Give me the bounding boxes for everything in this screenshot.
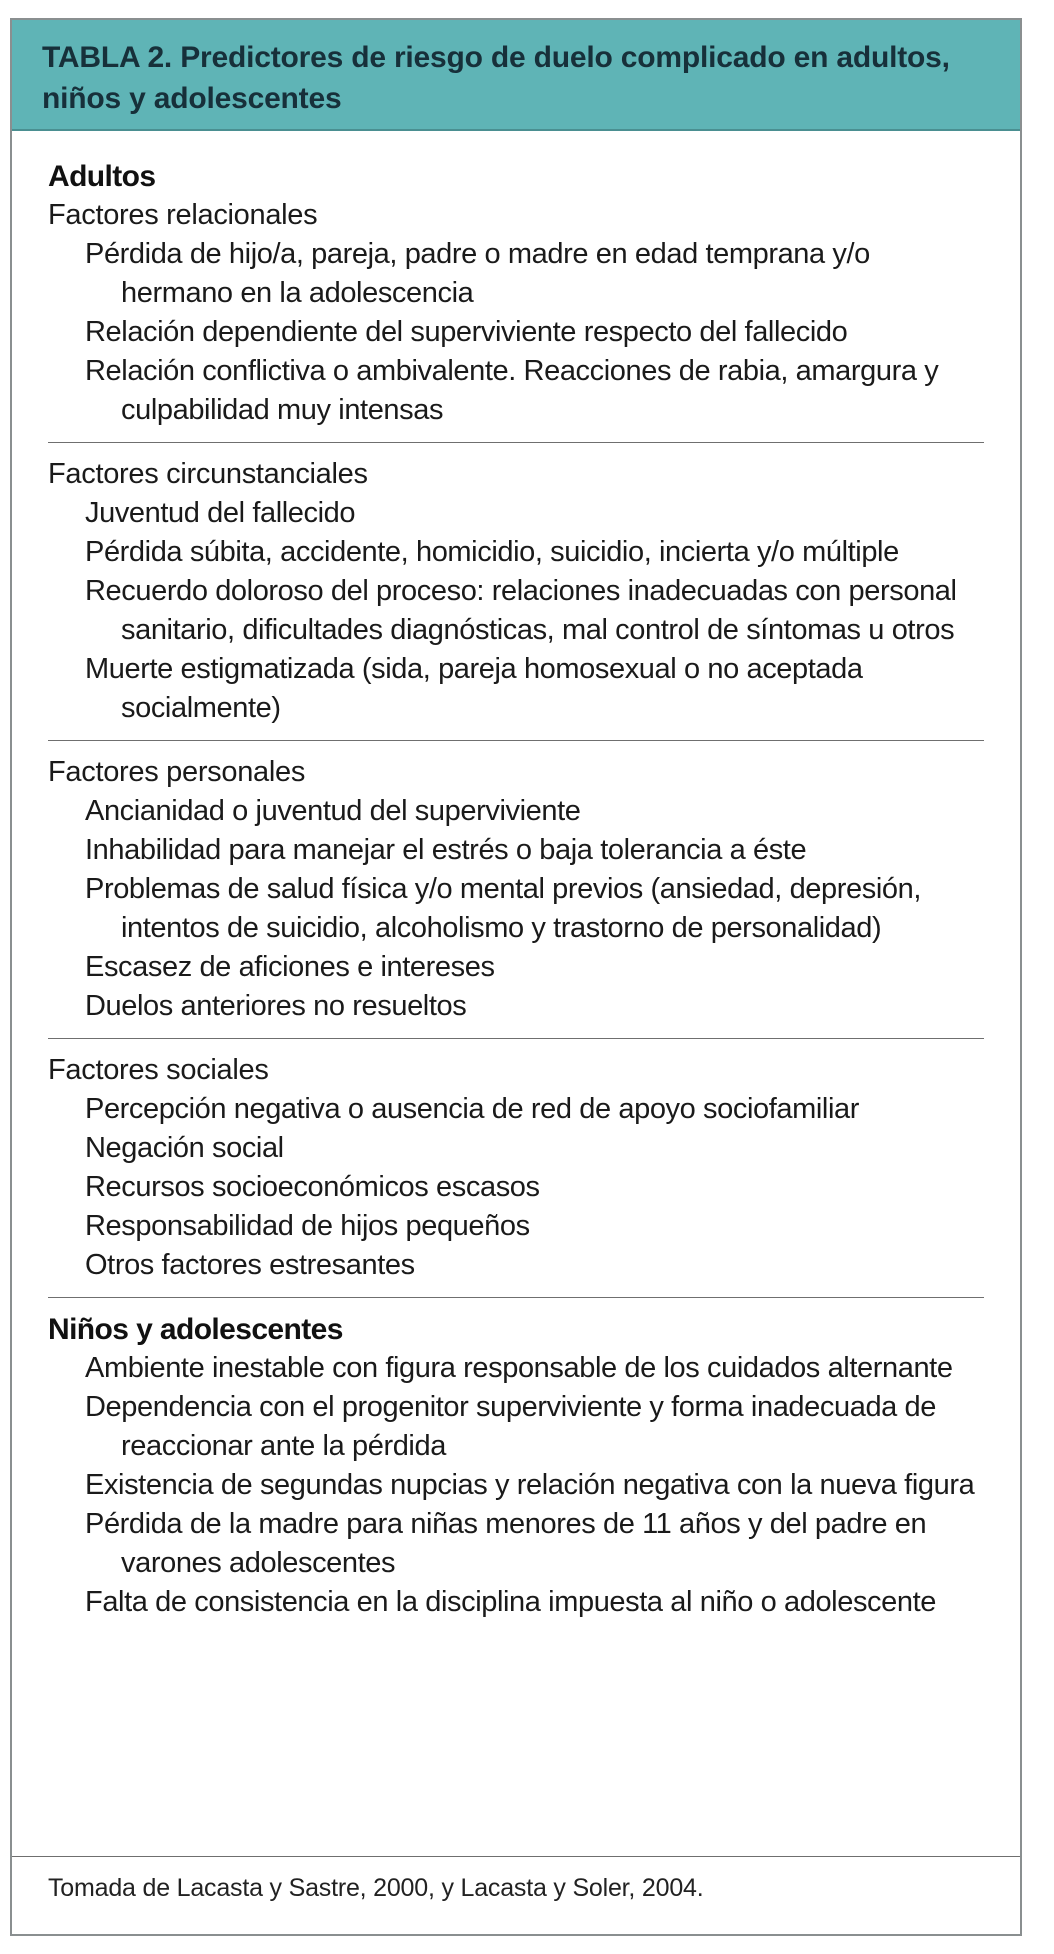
category-label: Factores personales — [48, 756, 306, 788]
list-item: Recuerdo doloroso del proceso: relaciones inadecuadas con personal sanitario, dificultades diagnósticas, mal control de síntomas u otros — [85, 575, 957, 646]
table-footer — [12, 1856, 1020, 1934]
list-item: Duelos anteriores no resueltos — [85, 990, 467, 1022]
table-title: TABLA 2. Predictores de riesgo de duelo complicado en adultos, niños y adolescentes — [42, 41, 950, 115]
list-item: Responsabilidad de hijos pequeños — [85, 1210, 530, 1242]
source-note: Tomada de Lacasta y Sastre, 2000, y Lacasta y Soler, 2004. — [48, 1874, 704, 1902]
list-item: Negación social — [85, 1132, 284, 1164]
list-item: Falta de consistencia en la disciplina impuesta al niño o adolescente — [85, 1586, 936, 1618]
table-header — [12, 20, 1020, 131]
list-item: Dependencia con el progenitor superviviente y forma inadecuada de reaccionar ante la pérdida — [85, 1391, 937, 1462]
list-item: Muerte estigmatizada (sida, pareja homosexual o no aceptada socialmente) — [85, 653, 863, 724]
list-item: Recursos socioeconómicos escasos — [85, 1171, 540, 1203]
section-relational — [48, 157, 984, 443]
risk-predictors-table — [10, 18, 1022, 1936]
list-item: Relación dependiente del superviviente respecto del fallecido — [85, 316, 848, 348]
list-item: Problemas de salud física y/o mental previos (ansiedad, depresión, intentos de suicidio, alcoholismo y trastorno de personalidad) — [85, 873, 922, 944]
category-label: Factores relacionales — [48, 199, 318, 231]
section-personal — [48, 753, 984, 1039]
section-circumstantial — [48, 455, 984, 741]
list-item: Existencia de segundas nupcias y relación negativa con la nueva figura — [85, 1469, 975, 1501]
list-item: Relación conflictiva o ambivalente. Reacciones de rabia, amargura y culpabilidad muy intensas — [85, 355, 939, 426]
list-item: Inhabilidad para manejar el estrés o baja tolerancia a éste — [85, 834, 807, 866]
list-item: Escasez de aficiones e intereses — [85, 951, 495, 983]
list-item: Ambiente inestable con figura responsable de los cuidados alternante — [85, 1352, 953, 1384]
list-item: Ancianidad o juventud del superviviente — [85, 795, 581, 827]
list-item: Percepción negativa o ausencia de red de apoyo sociofamiliar — [85, 1093, 859, 1125]
list-item: Pérdida de la madre para niñas menores de 11 años y del padre en varones adolescentes — [85, 1508, 927, 1579]
section-social — [48, 1051, 984, 1298]
category-label: Factores sociales — [48, 1054, 269, 1086]
list-item: Pérdida de hijo/a, pareja, padre o madre en edad temprana y/o hermano en la adolescencia — [85, 238, 870, 309]
section-children — [48, 1310, 984, 1634]
list-item: Pérdida súbita, accidente, homicidio, suicidio, incierta y/o múltiple — [85, 536, 899, 568]
table-body — [12, 131, 1020, 1634]
children-title: Niños y adolescentes — [48, 1313, 343, 1346]
adults-title: Adultos — [48, 160, 156, 193]
list-item: Otros factores estresantes — [85, 1249, 415, 1281]
list-item: Juventud del fallecido — [85, 497, 356, 529]
category-label: Factores circunstanciales — [48, 458, 368, 490]
